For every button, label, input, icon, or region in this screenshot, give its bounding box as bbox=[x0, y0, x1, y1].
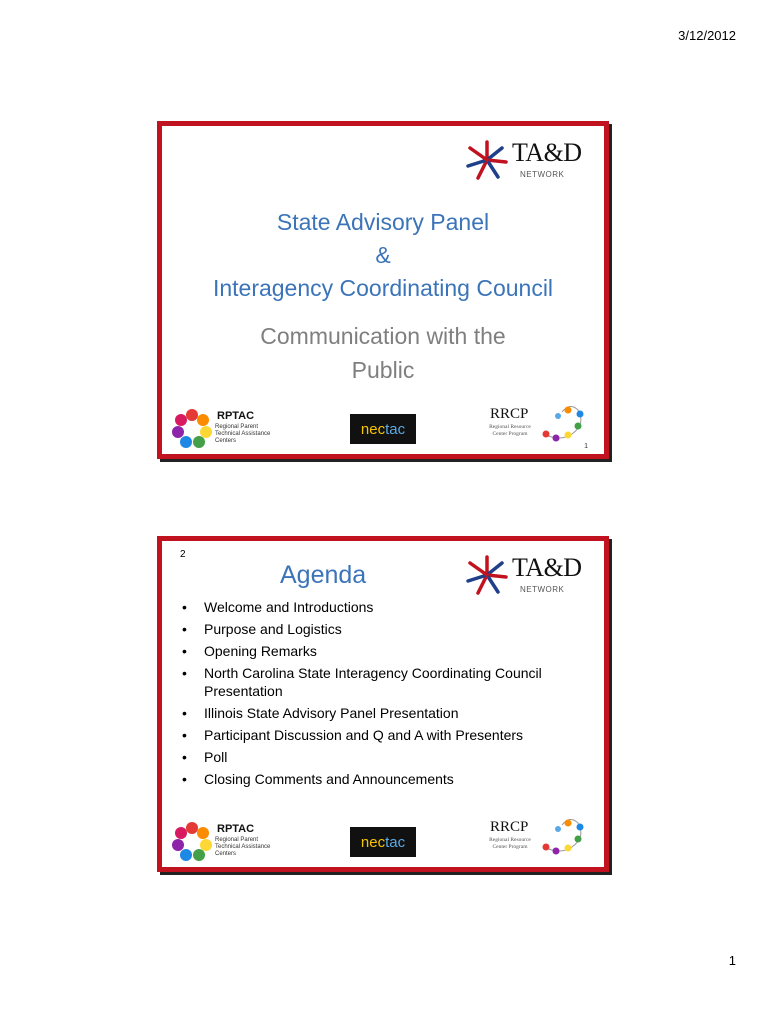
page-date: 3/12/2012 bbox=[678, 28, 736, 43]
slide-1 bbox=[157, 121, 609, 459]
rptac-line: Regional Parent bbox=[215, 424, 259, 430]
agenda-item-text: Poll bbox=[204, 749, 228, 765]
nectac-part-2: tac bbox=[385, 420, 406, 438]
tad-logo-text: TA&D bbox=[512, 553, 582, 582]
nectac-part-1: nec bbox=[360, 833, 386, 851]
nectac-part-1: nec bbox=[360, 420, 386, 438]
page-number: 1 bbox=[728, 953, 736, 968]
rrcp-subtitle bbox=[482, 424, 538, 437]
rptac-subtitle bbox=[215, 837, 270, 858]
title-line: Interagency Coordinating Council bbox=[212, 275, 554, 301]
bullet: • bbox=[182, 621, 187, 637]
rptac-title: RPTAC bbox=[217, 410, 255, 422]
tad-network-logo bbox=[464, 136, 594, 184]
bullet: • bbox=[182, 749, 187, 765]
agenda-item bbox=[180, 620, 590, 638]
agenda-item-text: Participant Discussion and Q and A with Presenters bbox=[204, 727, 524, 743]
slide-1-title bbox=[162, 206, 604, 305]
rrcp-subtitle bbox=[482, 837, 538, 850]
tad-network-text: NETWORK bbox=[520, 170, 565, 179]
rptac-flower-icon bbox=[172, 408, 212, 448]
rrcp-title: RRCP bbox=[490, 406, 529, 422]
rrcp-title: RRCP bbox=[490, 819, 529, 835]
bullet: • bbox=[182, 599, 187, 615]
rptac-line: Regional Parent bbox=[215, 837, 259, 843]
title-line: State Advisory Panel bbox=[276, 209, 490, 235]
rptac-flower-icon bbox=[172, 821, 212, 861]
bullet: • bbox=[182, 705, 187, 721]
bullet: • bbox=[182, 771, 187, 787]
rptac-line: Technical Assistance bbox=[215, 844, 271, 850]
tad-network-logo bbox=[464, 551, 594, 599]
nectac-logo bbox=[350, 827, 416, 857]
subtitle-line: Communication with the bbox=[260, 323, 506, 349]
subtitle-line: Public bbox=[351, 357, 415, 383]
tad-logo-text: TA&D bbox=[512, 138, 582, 167]
agenda-item-text: Closing Comments and Announcements bbox=[204, 771, 454, 787]
rrcp-line: Regional Resource bbox=[489, 837, 531, 843]
rrcp-dots-icon bbox=[540, 817, 590, 857]
rptac-line: Centers bbox=[215, 438, 237, 444]
rptac-logo bbox=[172, 821, 287, 865]
rrcp-line: Center Program bbox=[492, 430, 528, 437]
agenda-item bbox=[180, 748, 590, 766]
bullet: • bbox=[182, 665, 187, 681]
agenda-item bbox=[180, 664, 590, 700]
rrcp-logo bbox=[482, 404, 594, 450]
slide-1-footer bbox=[162, 398, 604, 454]
agenda-item bbox=[180, 598, 590, 616]
rrcp-logo bbox=[482, 817, 594, 863]
slide-2 bbox=[157, 536, 609, 872]
rrcp-line: Regional Resource bbox=[489, 424, 531, 430]
tad-star-icon bbox=[464, 138, 510, 182]
agenda-item-text: Opening Remarks bbox=[204, 643, 317, 659]
agenda-item bbox=[180, 770, 590, 788]
agenda-item bbox=[180, 704, 590, 722]
agenda-item-text: Welcome and Introductions bbox=[204, 599, 374, 615]
rptac-logo bbox=[172, 408, 287, 452]
agenda-list bbox=[180, 598, 590, 792]
rptac-subtitle bbox=[215, 424, 270, 445]
nectac-logo bbox=[350, 414, 416, 444]
slide-2-footer bbox=[162, 811, 604, 867]
bullet: • bbox=[182, 643, 187, 659]
slide-1-number: 1 bbox=[584, 443, 588, 450]
agenda-item-text: Illinois State Advisory Panel Presentation bbox=[204, 705, 459, 721]
slide-2-number: 2 bbox=[180, 549, 186, 560]
rptac-line: Technical Assistance bbox=[215, 431, 271, 437]
agenda-item bbox=[180, 642, 590, 660]
rrcp-line: Center Program bbox=[492, 843, 528, 850]
slide-1-subtitle bbox=[162, 319, 604, 387]
agenda-title: Agenda bbox=[280, 561, 367, 589]
bullet: • bbox=[182, 727, 187, 743]
nectac-part-2: tac bbox=[385, 833, 406, 851]
agenda-item bbox=[180, 726, 590, 744]
agenda-item-text: North Carolina State Interagency Coordinating Council Presentation bbox=[204, 665, 542, 699]
tad-star-icon bbox=[464, 553, 510, 597]
title-line: & bbox=[375, 242, 391, 268]
rptac-title: RPTAC bbox=[217, 823, 255, 835]
rrcp-dots-icon bbox=[540, 404, 590, 444]
tad-network-text: NETWORK bbox=[520, 585, 565, 594]
rptac-line: Centers bbox=[215, 851, 237, 857]
agenda-item-text: Purpose and Logistics bbox=[204, 621, 342, 637]
